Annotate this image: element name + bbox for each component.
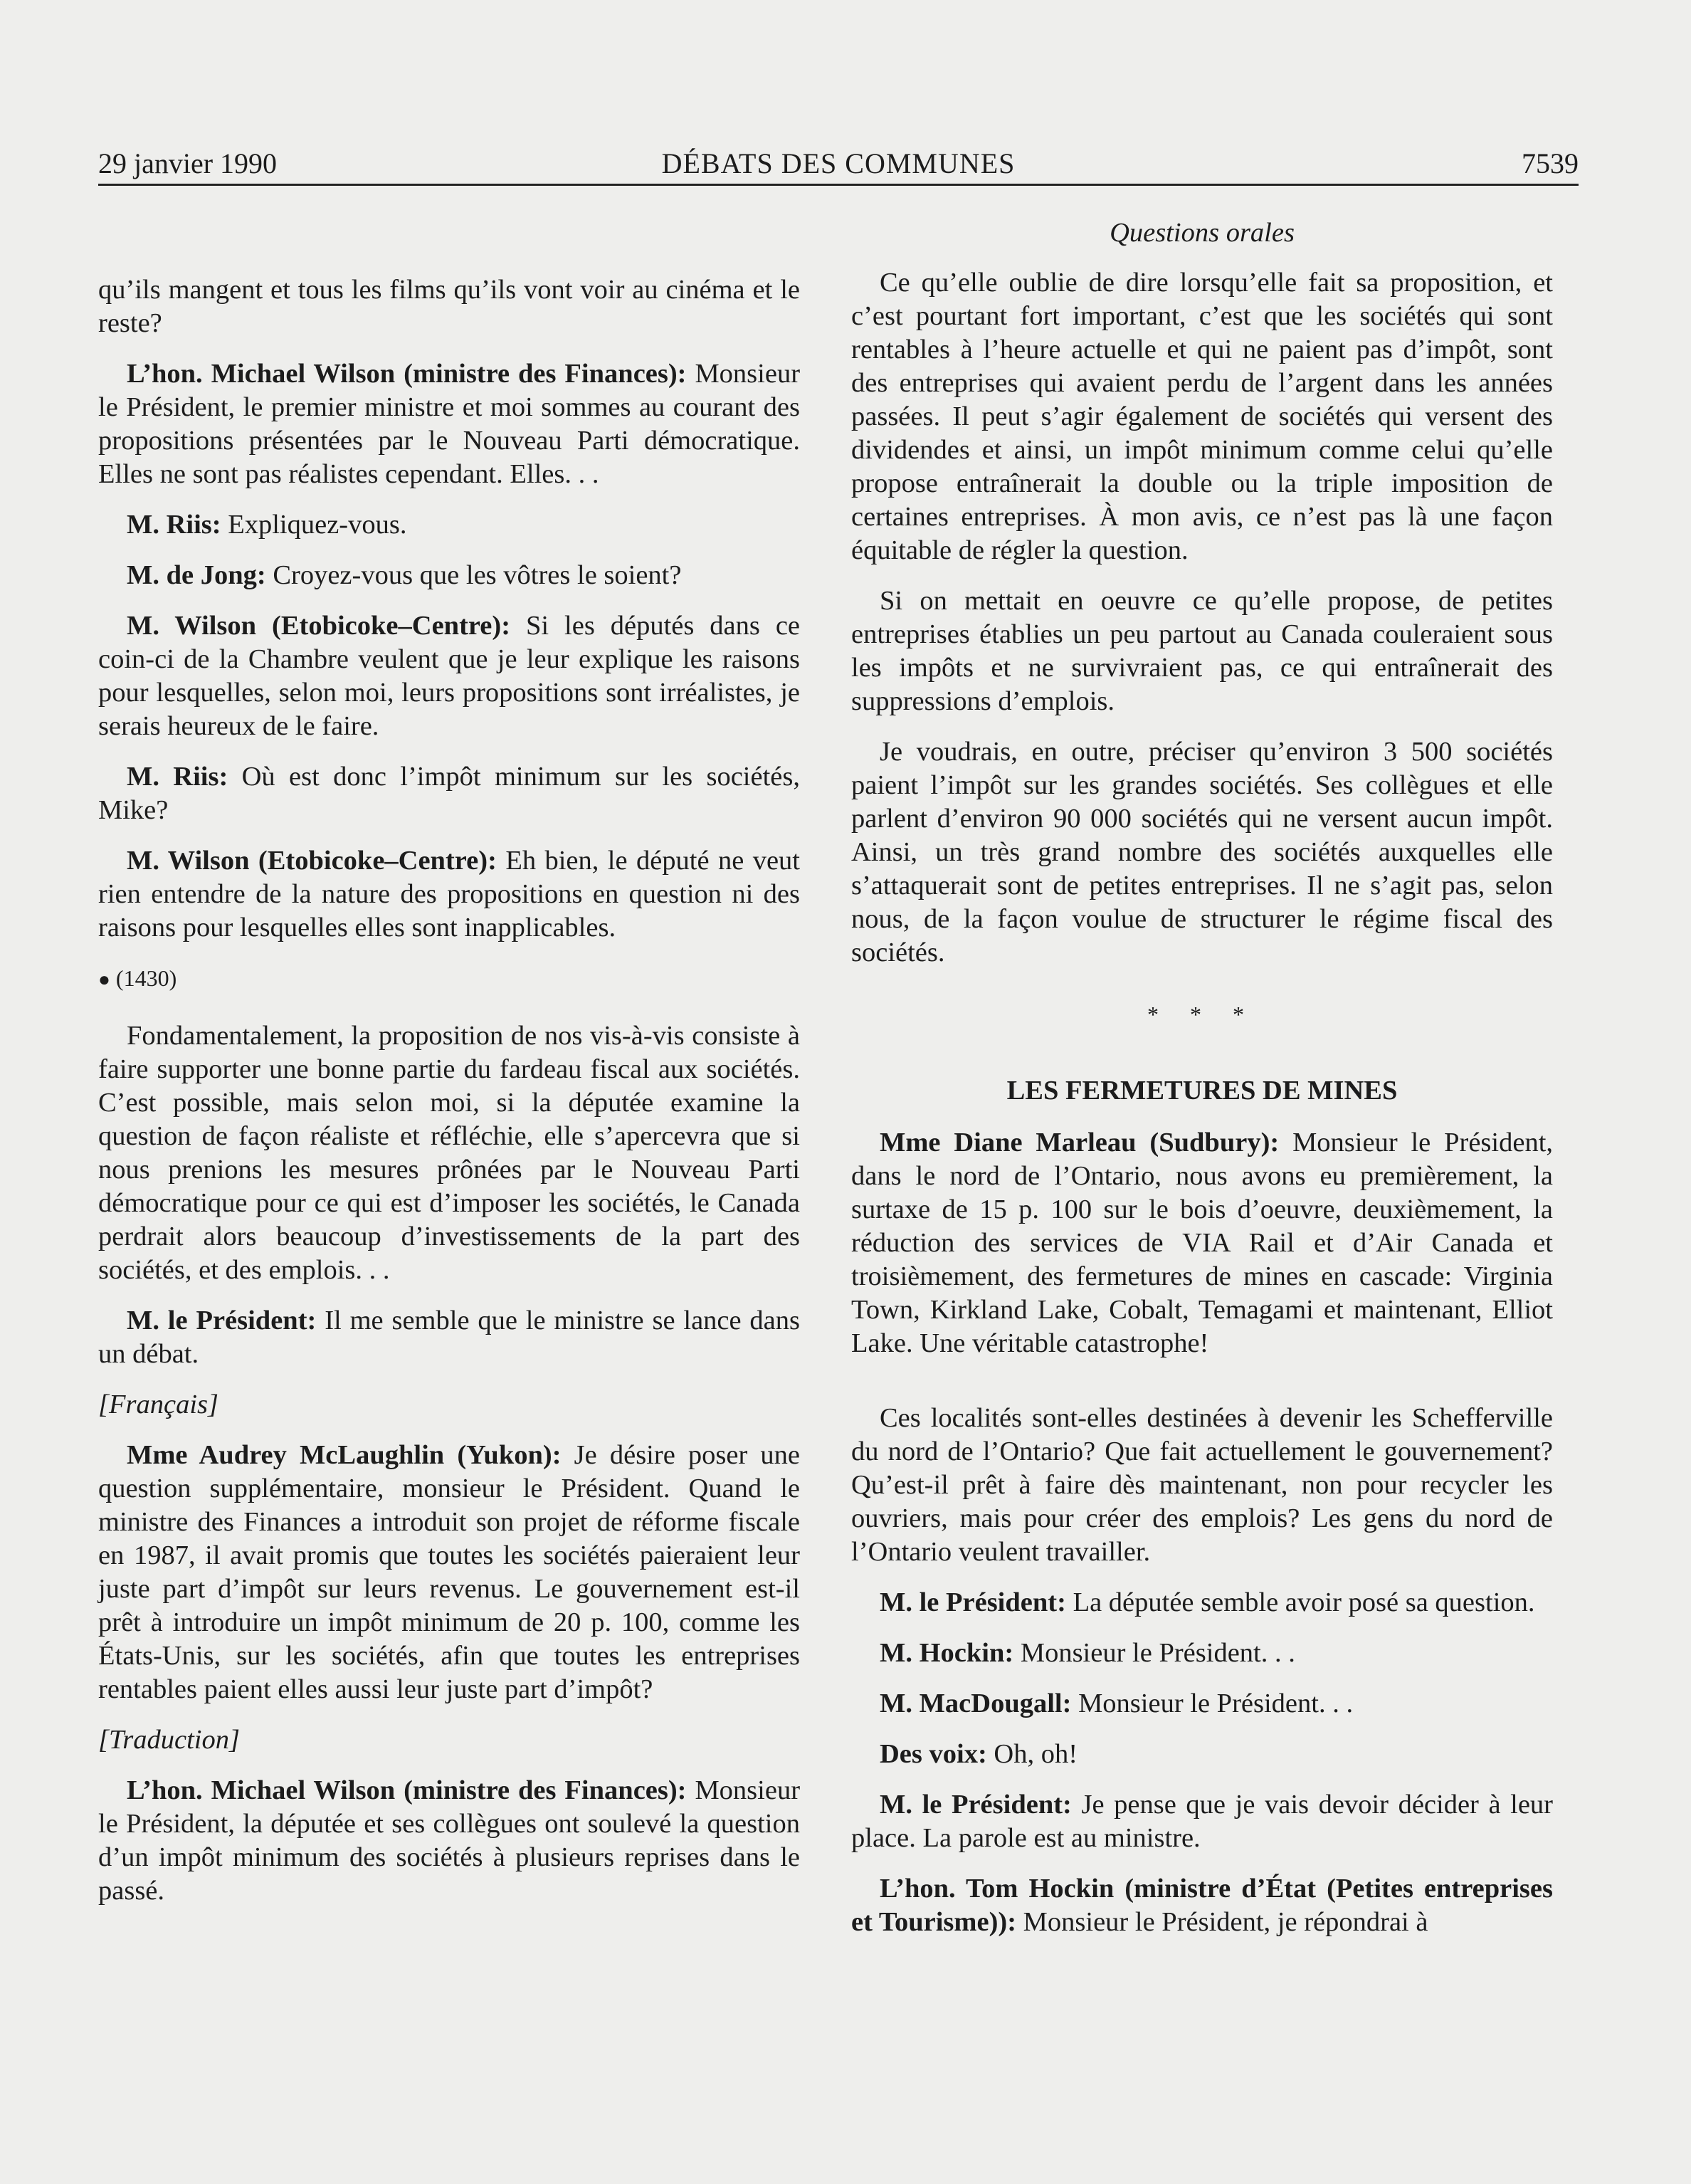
speech-text: Il me semble que le ministre se lance dans un débat. <box>98 1306 801 1369</box>
language-tag: [Français] <box>98 1390 218 1419</box>
bullet-icon: ● <box>98 969 110 991</box>
paragraph <box>98 844 800 945</box>
speaker-name: M. Wilson (Etobicoke–Centre): <box>127 846 497 876</box>
paragraph: qu’ils mangent et tous les films qu’ils vont voir au cinéma et le reste? <box>98 275 800 338</box>
paragraph: Je voudrais, en outre, préciser qu’environ 3 500 sociétés paient l’impôt sur les grandes sociétés. Ses collègues et elle parlent d’environ 90 000 sociétés qui ne versent aucun impôt. Ainsi, un très grand nombre des sociétés auxquelles elle s’attaquerait sont de petites entreprises. Il ne s’agit pas, selon nous, de la façon voulue de structurer le régime fiscal des sociétés. <box>851 737 1553 967</box>
right-column <box>851 214 1553 1956</box>
speaker-name: L’hon. Tom Hockin (ministre d’État (Petites entreprises et Tourisme)): <box>851 1874 1553 1937</box>
paragraph <box>98 1304 800 1371</box>
speech-text: Croyez-vous que les vôtres le soient? <box>273 560 682 590</box>
time-stamp-text: (1430) <box>115 965 177 991</box>
speech-text: Monsieur le Président, le premier ministre et moi sommes au courant des propositions présentées par le Nouveau Parti démocratique. Elles ne sont pas réalistes cependant. Elles. . . <box>98 359 801 489</box>
time-stamp <box>98 962 800 997</box>
paragraph: Ce qu’elle oublie de dire lorsqu’elle fait sa proposition, et c’est pourtant fort important, c’est que les sociétés qui sont rentables à l’heure actuelle et qui ne paient pas d’impôt, sont des entreprises qui avaient perdu de l’argent dans les années passées. Il peut s’agir également de sociétés qui versent des dividendes et ainsi, un impôt minimum comme celui qu’elle propose entraînerait la double ou la triple imposition de certaines entreprises. À mon avis, ce n’est pas là une façon équitable de régler la question. <box>851 268 1553 565</box>
speech-text: Eh bien, le député ne veut rien entendre de la nature des propositions en question ni des raisons pour lesquelles elles sont inapplicables. <box>98 846 801 943</box>
speaker-name: M. le Président: <box>127 1306 317 1335</box>
speech-text: Monsieur le Président, la députée et ses collègues ont soulevé la question d’un impôt minimum des sociétés à plusieurs reprises dans le passé. <box>98 1775 801 1906</box>
speaker-name: M. Riis: <box>127 762 228 792</box>
speaker-name: M. le Président: <box>880 1587 1066 1617</box>
paragraph <box>98 1774 800 1908</box>
paragraph <box>851 1872 1553 1939</box>
section-title: LES FERMETURES DE MINES <box>1006 1076 1398 1106</box>
speech-text: La députée semble avoir posé sa question. <box>1073 1587 1535 1617</box>
left-column <box>98 273 800 1925</box>
speech-text: Monsieur le Président, dans le nord de l’Ontario, nous avons eu premièrement, la surtaxe de 15 p. 100 sur le bois d’oeuvre, deuxièmement, la réduction des services de VIA Rail et d’Air Canada et troisièmement, des fermetures de mines en cascade: Virginia Town, Kirkland Lake, Cobalt, Temagami et maintenant, Elliot Lake. Une véritable catastrophe! <box>851 1128 1554 1358</box>
header-journal-title: DÉBATS DES COMMUNES <box>661 147 1016 179</box>
speaker-name: M. le Président: <box>880 1790 1072 1820</box>
header-page-number: 7539 <box>1522 147 1579 179</box>
paragraph <box>851 1738 1553 1771</box>
paragraph <box>851 1687 1553 1721</box>
section-separator: * * * <box>1147 1002 1257 1027</box>
header-rule <box>98 184 1579 186</box>
speech-text: Oh, oh! <box>994 1739 1078 1769</box>
speaker-name: Des voix: <box>880 1739 987 1769</box>
paragraph: Si on mettait en oeuvre ce qu’elle propose, de petites entreprises établies un peu partout au Canada couleraient sous les impôts et ne survivraient pas, ce qui entraînerait des suppressions d’emplois. <box>851 586 1553 716</box>
speech-text: Monsieur le Président, je répondrai à <box>1023 1907 1428 1937</box>
paragraph <box>98 1439 800 1706</box>
header-date: 29 janvier 1990 <box>98 147 278 179</box>
speech-text: Je désire poser une question supplémentaire, monsieur le Président. Quand le ministre des Finances a introduit son projet de réforme fiscale en 1987, il avait promis que toutes les sociétés paieraient leur juste part d’impôt sur leurs revenus. Le gouvernement est-il prêt à introduire un impôt minimum de 20 p. 100, comme les États-Unis, sur les sociétés, afin que toutes les entreprises rentables paient elles aussi leur juste part d’impôt? <box>98 1440 801 1704</box>
running-head <box>98 141 1579 187</box>
speech-text: Où est donc l’impôt minimum sur les sociétés, Mike? <box>98 762 800 825</box>
paragraph <box>98 559 800 592</box>
speech-text: Monsieur le Président. . . <box>1020 1638 1295 1668</box>
language-tag: [Traduction] <box>98 1725 240 1755</box>
speaker-name: M. de Jong: <box>127 560 266 590</box>
column-heading: Questions orales <box>1110 218 1295 248</box>
speaker-name: L’hon. Michael Wilson (ministre des Finances): <box>127 1775 687 1805</box>
paragraph <box>98 609 800 743</box>
speech-text: Je pense que je vais devoir décider à leur place. La parole est au ministre. <box>851 1790 1554 1853</box>
speech-text: Expliquez-vous. <box>228 510 407 540</box>
paragraph <box>98 357 800 491</box>
spacer <box>851 1377 1553 1402</box>
paragraph: Fondamentalement, la proposition de nos vis-à-vis consiste à faire supporter une bonne partie du fardeau fiscal aux sociétés. C’est possible, mais selon moi, si la députée examine la question de façon réaliste et réfléchie, elle s’apercevra que si nous prenions les mesures prônées par le Nouveau Parti démocratique pour ce qui est d’imposer les sociétés, le Canada perdrait alors beaucoup d’investissements de la part des sociétés, et des emplois. . . <box>98 1021 800 1285</box>
speaker-name: M. MacDougall: <box>880 1689 1072 1718</box>
speaker-name: Mme Audrey McLaughlin (Yukon): <box>127 1440 562 1470</box>
paragraph <box>851 1126 1553 1360</box>
paragraph <box>98 508 800 542</box>
paragraph <box>851 1788 1553 1855</box>
speech-text: Monsieur le Président. . . <box>1078 1689 1354 1718</box>
speaker-name: M. Hockin: <box>880 1638 1014 1668</box>
speech-text: Si les députés dans ce coin-ci de la Chambre veulent que je leur explique les raisons pour lesquelles, selon moi, leurs propositions sont irréalistes, je serais heureux de le faire. <box>98 611 801 741</box>
speaker-name: L’hon. Michael Wilson (ministre des Finances): <box>127 359 687 389</box>
paragraph <box>851 1586 1553 1619</box>
speaker-name: M. Wilson (Etobicoke–Centre): <box>127 611 511 641</box>
speaker-name: Mme Diane Marleau (Sudbury): <box>880 1128 1280 1157</box>
paragraph <box>851 1637 1553 1670</box>
speaker-name: M. Riis: <box>127 510 221 540</box>
paragraph <box>98 760 800 827</box>
paragraph: Ces localités sont-elles destinées à devenir les Schefferville du nord de l’Ontario? Que fait actuellement le gouvernement? Qu’est-il prêt à faire dès maintenant, non pour recycler les ouvriers, mais pour créer des emplois? Les gens du nord de l’Ontario veulent travailler. <box>851 1403 1553 1567</box>
